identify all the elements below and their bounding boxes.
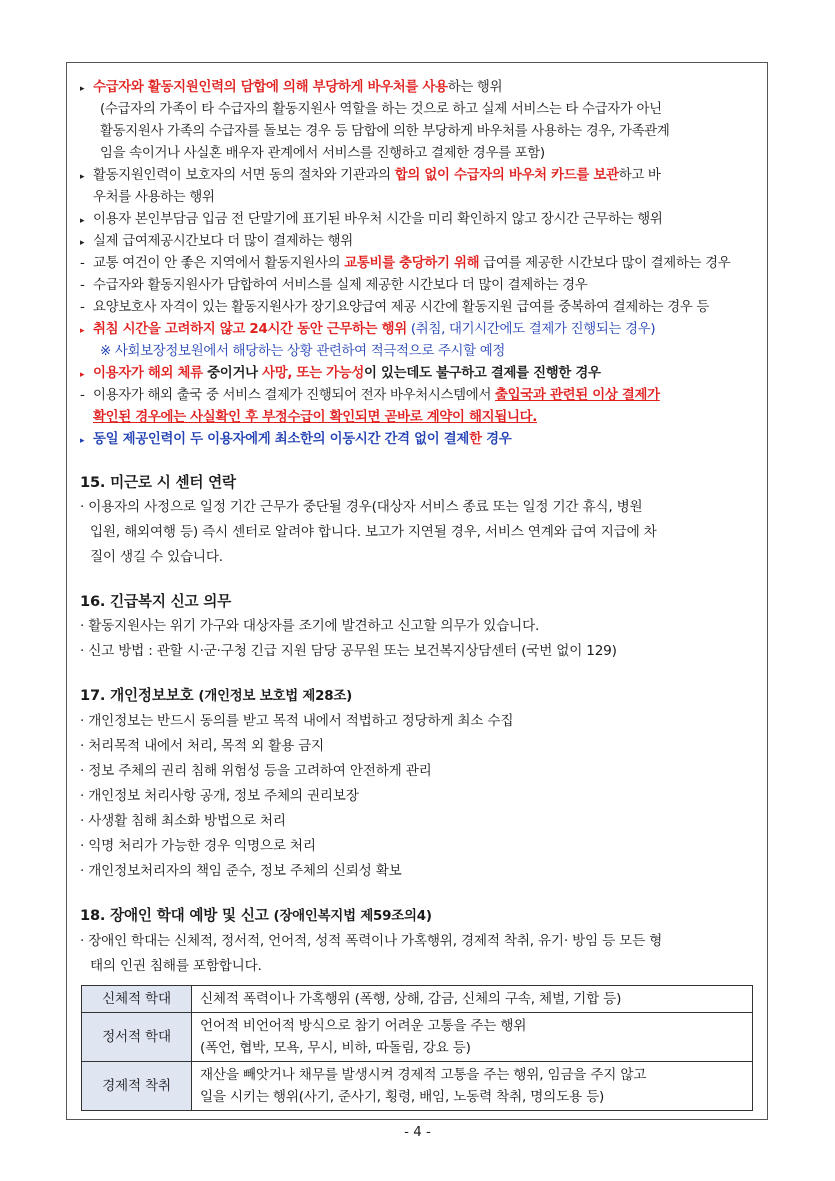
violation-list [80, 77, 750, 451]
list-item [80, 209, 750, 231]
table-row [82, 986, 753, 1013]
text-segment: 활동지원사 가족의 수급자를 돌보는 경우 등 담합에 의한 부당하게 바우처를 사용하는 경우, 가족관계 [100, 124, 670, 139]
text-segment: 동일 제공인력이 두 이용자에게 최소한의 이동시간 간격 없이 결제 [93, 432, 470, 447]
text-segment: 하는 행위 [447, 80, 503, 95]
bullet-triangle-icon: ▸ [80, 370, 85, 380]
table-row [82, 1013, 753, 1062]
text-segment: 수급자와 활동지원사가 담합하여 서비스를 실제 제공한 시간보다 더 많이 결제하는 경우 [93, 278, 588, 293]
abuse-desc-cell [192, 1062, 753, 1111]
text-segment: 사망, 또는 가능성 [262, 366, 365, 381]
text-segment: 이용자 본인부담금 입금 전 단말기에 표기된 바우처 시간을 미리 확인하지 않고 장시간 근무하는 행위 [93, 212, 663, 227]
list-item [80, 231, 750, 253]
text-segment: 우처를 사용하는 행위 [93, 190, 215, 205]
text-segment: 이용자가 해외 체류 [93, 366, 203, 381]
list-item [80, 429, 750, 451]
list-item [80, 143, 750, 165]
paragraph-line: · 정보 주체의 권리 침해 위험성 등을 고려하여 안전하게 관리 [80, 763, 432, 779]
paragraph-line: · 이용자의 사정으로 일정 기간 근무가 중단될 경우(대상자 서비스 종료 또는 일정 기간 휴식, 병원 [80, 499, 643, 515]
text-segment: 한 [469, 432, 482, 447]
text-segment: 요양보호사 자격이 있는 활동지원사가 장기요양급여 제공 시간에 활동지원 급여를 중복하여 결제하는 경우 등 [93, 300, 710, 315]
text-segment: 교통비를 충당하기 위해 [344, 256, 480, 271]
list-item [80, 187, 750, 209]
text-segment: ※ 사회보장정보원에서 해당하는 상황 관련하여 적극적으로 주시할 예정 [100, 344, 506, 359]
abuse-desc-cell [192, 986, 753, 1013]
paragraph-line: · 신고 방법 : 관할 시·군·구청 긴급 지원 담당 공무원 또는 보건복지상담센터 (국번 없이 129) [80, 643, 617, 659]
dash-marker: - [80, 300, 85, 315]
document-body [80, 77, 750, 979]
paragraph-line: 입원, 해외여행 등) 즉시 센터로 알려야 합니다. 보고가 지연될 경우, 서비스 연계와 급여 지급에 차 [90, 524, 657, 540]
text-segment: (취침, 대기시간에도 결제가 진행되는 경우) [406, 322, 656, 337]
list-item [80, 319, 750, 341]
text-segment: 이용자가 해외 출국 중 서비스 결제가 진행되어 전자 바우처시스템에서 [93, 388, 496, 403]
text-segment: 활동지원인력이 보호자의 서면 동의 절차와 기관과의 [93, 168, 395, 183]
paragraph-line: 질이 생길 수 있습니다. [90, 549, 223, 565]
desc-line: 일을 시키는 행위(사기, 준사기, 횡령, 배임, 노동력 착취, 명의도용 등) [200, 1089, 605, 1105]
section-heading [80, 684, 750, 709]
sections [80, 471, 750, 979]
paragraph-line: · 개인정보처리자의 책임 준수, 정보 주체의 신뢰성 확보 [80, 863, 402, 879]
desc-line: 재산을 빼앗거나 채무를 발생시켜 경제적 고통을 주는 행위, 임금을 주지 않고 [200, 1067, 647, 1083]
paragraph-line: · 장애인 학대는 신체적, 정서적, 언어적, 성적 폭력이나 가혹행위, 경제적 착취, 유기· 방임 등 모든 형 [80, 933, 663, 949]
abuse-desc-cell [192, 1013, 753, 1062]
bullet-triangle-icon: ▸ [80, 216, 85, 226]
paragraph-line: · 개인정보는 반드시 동의를 받고 목적 내에서 적법하고 정당하게 최소 수집 [80, 713, 514, 729]
section-title: 16. 긴급복지 신고 의무 [80, 593, 232, 610]
text-segment: 중이거나 [202, 366, 263, 381]
list-item [80, 275, 750, 297]
paragraph-line: · 익명 처리가 가능한 경우 익명으로 처리 [80, 838, 316, 854]
section-title: 17. 개인정보보호 [80, 687, 194, 704]
text-segment: 경우 [481, 432, 512, 447]
desc-line: 언어적 비언어적 방식으로 참기 어려운 고통을 주는 행위 [200, 1018, 527, 1034]
section-title: 18. 장애인 학대 예방 및 신고 [80, 907, 269, 924]
section-heading [80, 904, 750, 929]
paragraph-line: · 사생활 침해 최소화 방법으로 처리 [80, 813, 286, 829]
text-segment: 취침 시간을 고려하지 않고 24시간 동안 근무하는 행위 [93, 322, 407, 337]
text-segment: 하고 바 [618, 168, 661, 183]
paragraph-line: · 활동지원사는 위기 가구와 대상자를 조기에 발견하고 신고할 의무가 있습니다. [80, 618, 540, 634]
page-number: - 4 - [404, 1125, 431, 1140]
dash-marker: - [80, 388, 85, 403]
text-segment: 합의 없이 수급자의 바우처 카드를 보관 [394, 168, 619, 183]
text-segment: 수급자와 활동지원인력의 담합에 의해 부당하게 바우처를 사용 [93, 80, 448, 95]
section-subtitle: (개인정보 보호법 제28조) [198, 689, 353, 704]
bullet-triangle-icon: ▸ [80, 238, 85, 248]
desc-line: (폭언, 협박, 모욕, 무시, 비하, 따돌림, 강요 등) [200, 1040, 471, 1056]
text-segment: (수급자의 가족이 타 수급자의 활동지원사 역할을 하는 것으로 하고 실제 서비스는 타 수급자가 아닌 [100, 102, 662, 117]
text-segment: 실제 급여제공시간보다 더 많이 결제하는 행위 [93, 234, 353, 249]
desc-line: 신체적 폭력이나 가혹행위 (폭행, 상해, 감금, 신체의 구속, 체벌, 기합 등) [200, 991, 622, 1007]
paragraph-line: · 개인정보 처리사항 공개, 정보 주체의 권리보장 [80, 788, 359, 804]
list-item [80, 363, 750, 385]
abuse-type-table [81, 985, 753, 1111]
text-segment: 이 있는데도 불구하고 결제를 진행한 경우 [364, 366, 601, 381]
abuse-type-cell: 신체적 학대 [82, 986, 192, 1013]
text-segment: 급여를 제공한 시간보다 많이 결제하는 경우 [479, 256, 731, 271]
section-heading [80, 590, 750, 614]
section-subtitle: (장애인복지법 제59조의4) [273, 909, 432, 924]
bullet-triangle-icon: ▸ [80, 84, 85, 94]
bullet-triangle-icon: ▸ [80, 172, 85, 182]
text-segment: 임을 속이거나 사실혼 배우자 관계에서 서비스를 진행하고 결제한 경우를 포함) [100, 146, 545, 161]
list-item [80, 407, 750, 429]
list-item [80, 341, 750, 363]
paragraph-line: 태의 인권 침해를 포함합니다. [90, 958, 262, 974]
list-item [80, 385, 750, 407]
dash-marker: - [80, 278, 85, 293]
abuse-type-cell: 경제적 착취 [82, 1062, 192, 1111]
text-segment: 확인된 경우에는 사실확인 후 부정수급이 확인되면 곧바로 계약이 해지됩니다. [93, 410, 538, 425]
dash-marker: - [80, 256, 85, 271]
paragraph-line: · 처리목적 내에서 처리, 목적 외 활용 금지 [80, 738, 324, 754]
section-heading [80, 471, 750, 495]
bullet-triangle-icon: ▸ [80, 436, 85, 446]
text-segment: 교통 여건이 안 좋은 지역에서 활동지원사의 [93, 256, 345, 271]
list-item [80, 77, 750, 99]
list-item [80, 253, 750, 275]
section-title: 15. 미근로 시 센터 연락 [80, 474, 236, 491]
list-item [80, 99, 750, 121]
list-item [80, 121, 750, 143]
table-row [82, 1062, 753, 1111]
text-segment: 출입국과 관련된 이상 결제가 [495, 388, 660, 403]
list-item [80, 165, 750, 187]
abuse-type-cell: 정서적 학대 [82, 1013, 192, 1062]
list-item [80, 297, 750, 319]
bullet-triangle-icon: ▸ [80, 326, 85, 336]
